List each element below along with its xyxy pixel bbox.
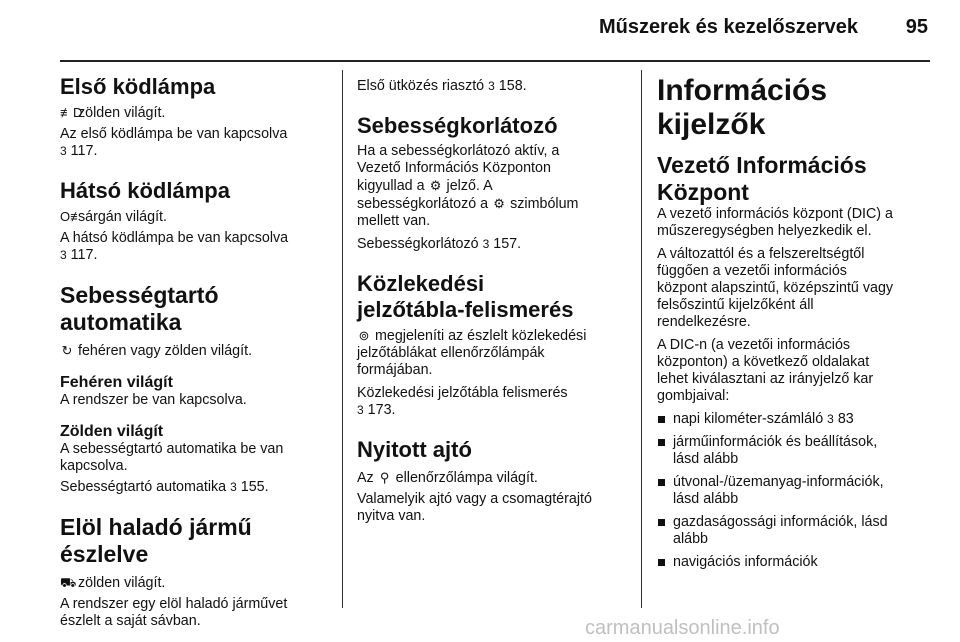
heading-traffic-sign-2: jelzőtábla-felismerés — [357, 297, 574, 322]
limiter-text-4a: sebességkorlátozó a — [357, 196, 489, 212]
white-lit-text: A rendszer be van kapcsolva. — [60, 392, 247, 408]
green-lit-text-2: kapcsolva. — [60, 458, 128, 474]
dic-p2-2: függően a vezetői információs — [657, 263, 847, 279]
cruise-control-icon: ↻ — [61, 343, 73, 358]
front-fog-status: zölden világít. — [77, 105, 166, 121]
cruise-line — [60, 342, 330, 360]
dic-page-list — [657, 411, 927, 571]
list-item-text: járműinformációk és beállítások, — [673, 434, 878, 450]
traffic-sign-line-1 — [357, 327, 623, 345]
speed-limiter-icon: ⚙ — [429, 178, 442, 193]
heading-rear-fog: Hátsó ködlámpa — [60, 178, 230, 203]
dic-p1-2: műszeregységben helyezkedik el. — [657, 223, 872, 239]
limiter-text-1: Ha a sebességkorlátozó aktív, a — [357, 143, 560, 159]
collision-ref-page: 158. — [498, 78, 527, 94]
rear-fog-ref-page: 117. — [70, 247, 98, 263]
cruise-status: fehéren vagy zölden világít. — [77, 343, 253, 359]
header-title: Műszerek és kezelőszervek — [598, 16, 858, 38]
list-item-text: lásd alább — [673, 451, 739, 467]
cruise-ref — [60, 479, 330, 496]
page-number: 95 — [905, 16, 928, 38]
open-door-text-3: nyitva van. — [357, 508, 426, 524]
traffic-sign-text-2: jelzőtáblákat ellenőrzőlámpák — [357, 345, 545, 361]
heading-cruise-control: Sebességtartó automatika — [60, 282, 219, 335]
front-fog-line — [60, 104, 330, 122]
bullet-icon — [658, 416, 665, 423]
heading-info-displays: Információs kijelzők — [657, 74, 828, 141]
vehicle-ahead-status: zölden világít. — [77, 575, 166, 591]
list-item-text: lásd alább — [673, 491, 739, 507]
open-door-icon: ⚲ — [379, 470, 390, 485]
list-item — [657, 434, 927, 468]
list-item-text: navigációs információk — [673, 554, 818, 570]
dic-p2-5: rendelkezésre. — [657, 314, 751, 330]
bullet-icon — [658, 479, 665, 486]
reference-arrow-icon: 3 — [230, 480, 237, 494]
limiter-ref-text: Sebességkorlátozó — [357, 236, 479, 252]
bullet-icon — [658, 439, 665, 446]
traffic-sign-ref-text: Közlekedési jelzőtábla felismerés — [357, 385, 568, 401]
rear-fog-line — [60, 208, 330, 226]
limiter-text-4b: szimbólum — [510, 196, 579, 212]
cruise-ref-text: Sebességtartó automatika — [60, 479, 227, 495]
heading-open-door: Nyitott ajtó — [357, 437, 472, 462]
heading-traffic-sign-1: Közlekedési — [357, 271, 485, 296]
front-fog-ref — [60, 143, 330, 160]
front-fog-icon: ≢D — [60, 105, 83, 120]
bullet-icon — [658, 559, 665, 566]
limiter-text-2: Vezető Információs Központon — [357, 160, 551, 176]
dic-p2-3: központ alapszintű, középszintű vagy — [657, 280, 894, 296]
open-door-text-a: Az — [357, 470, 374, 486]
reference-arrow-icon: 3 — [827, 412, 834, 426]
vehicle-ahead-icon: ⛟ — [60, 575, 77, 590]
open-door-text-2: Valamelyik ajtó vagy a csomagtérajtó — [357, 491, 592, 507]
vehicle-ahead-text-1: A rendszer egy elöl haladó járművet — [60, 596, 288, 612]
list-item-text: útvonal-/üzemanyag-információk, — [673, 474, 884, 490]
reference-arrow-icon: 3 — [488, 79, 495, 93]
list-item-text: alább — [673, 531, 708, 547]
open-door-line — [357, 469, 623, 487]
cruise-ref-page: 155. — [240, 479, 269, 495]
traffic-sign-icon: ⊚ — [358, 328, 370, 343]
watermark: carmanualsonline.info — [585, 617, 780, 639]
reference-arrow-icon: 3 — [60, 248, 67, 262]
limiter-ref — [357, 236, 623, 253]
dic-p3-1: A DIC-n (a vezetői információs — [657, 337, 851, 353]
column-1 — [60, 70, 330, 630]
heading-vehicle-ahead: Elöl haladó jármű észlelve — [60, 514, 252, 567]
list-item — [657, 474, 927, 508]
limiter-text-3 — [357, 177, 623, 195]
traffic-sign-ref-page: 173. — [367, 402, 396, 418]
open-door-text-b: ellenőrzőlámpa világít. — [395, 470, 538, 486]
heading-white-lit: Fehéren világít — [60, 374, 173, 391]
dic-p3-3: lehet kiválasztani az irányjelző kar — [657, 371, 874, 387]
heading-front-fog: Első ködlámpa — [60, 74, 216, 99]
front-fog-text: Az első ködlámpa be van kapcsolva — [60, 126, 288, 142]
column-2 — [357, 70, 623, 525]
traffic-sign-text-1: megjeleníti az észlelt közlekedési — [374, 328, 587, 344]
limiter-text-3b: jelző. A — [446, 178, 493, 194]
traffic-sign-ref — [357, 402, 623, 419]
heading-dic-2: Központ — [657, 179, 749, 205]
limiter-text-4 — [357, 195, 623, 213]
heading-dic-1: Vezető Információs — [657, 152, 867, 178]
list-item — [657, 411, 927, 428]
dic-p2-1: A változattól és a felszereltségtől — [657, 246, 865, 262]
reference-arrow-icon: 3 — [60, 144, 67, 158]
collision-ref-text: Első ütközés riasztó — [357, 78, 485, 94]
list-item — [657, 554, 927, 571]
speed-limiter-icon: ⚙ — [493, 196, 505, 211]
dic-p1-1: A vezető információs központ (DIC) a — [657, 206, 893, 222]
list-item-text: gazdaságossági információk, lásd — [673, 514, 888, 530]
page-header — [60, 0, 930, 62]
dic-p3-4: gombjaival: — [657, 388, 730, 404]
collision-ref — [357, 78, 623, 95]
rear-fog-icon: O≢ — [60, 209, 84, 224]
vehicle-ahead-text-2: észlelt a saját sávban. — [60, 613, 201, 629]
reference-arrow-icon: 3 — [482, 237, 490, 251]
green-lit-text-1: A sebességtartó automatika be van — [60, 441, 284, 457]
limiter-text-5: mellett van. — [357, 213, 431, 229]
list-item-text: napi kilométer-számláló — [673, 411, 824, 427]
dic-p2-4: felsőszintű kijelzőként áll — [657, 297, 814, 313]
limiter-ref-page: 157. — [493, 236, 522, 252]
bullet-icon — [658, 519, 665, 526]
list-item — [657, 514, 927, 548]
rear-fog-ref — [60, 247, 330, 264]
reference-arrow-icon: 3 — [357, 403, 364, 417]
front-fog-ref-page: 117. — [70, 143, 98, 159]
dic-p3-2: központon) a következő oldalakat — [657, 354, 870, 370]
rear-fog-status: sárgán világít. — [77, 209, 167, 225]
heading-green-lit: Zölden világít — [60, 423, 164, 440]
column-divider-1 — [342, 70, 343, 608]
traffic-sign-text-3: formájában. — [357, 362, 433, 378]
vehicle-ahead-line — [60, 574, 330, 592]
heading-speed-limiter: Sebességkorlátozó — [357, 113, 558, 138]
rear-fog-text: A hátsó ködlámpa be van kapcsolva — [60, 230, 289, 246]
list-item-ref: 83 — [837, 411, 854, 427]
column-3 — [657, 70, 927, 577]
column-divider-2 — [641, 70, 642, 608]
limiter-text-3a: kigyullad a — [357, 178, 425, 194]
